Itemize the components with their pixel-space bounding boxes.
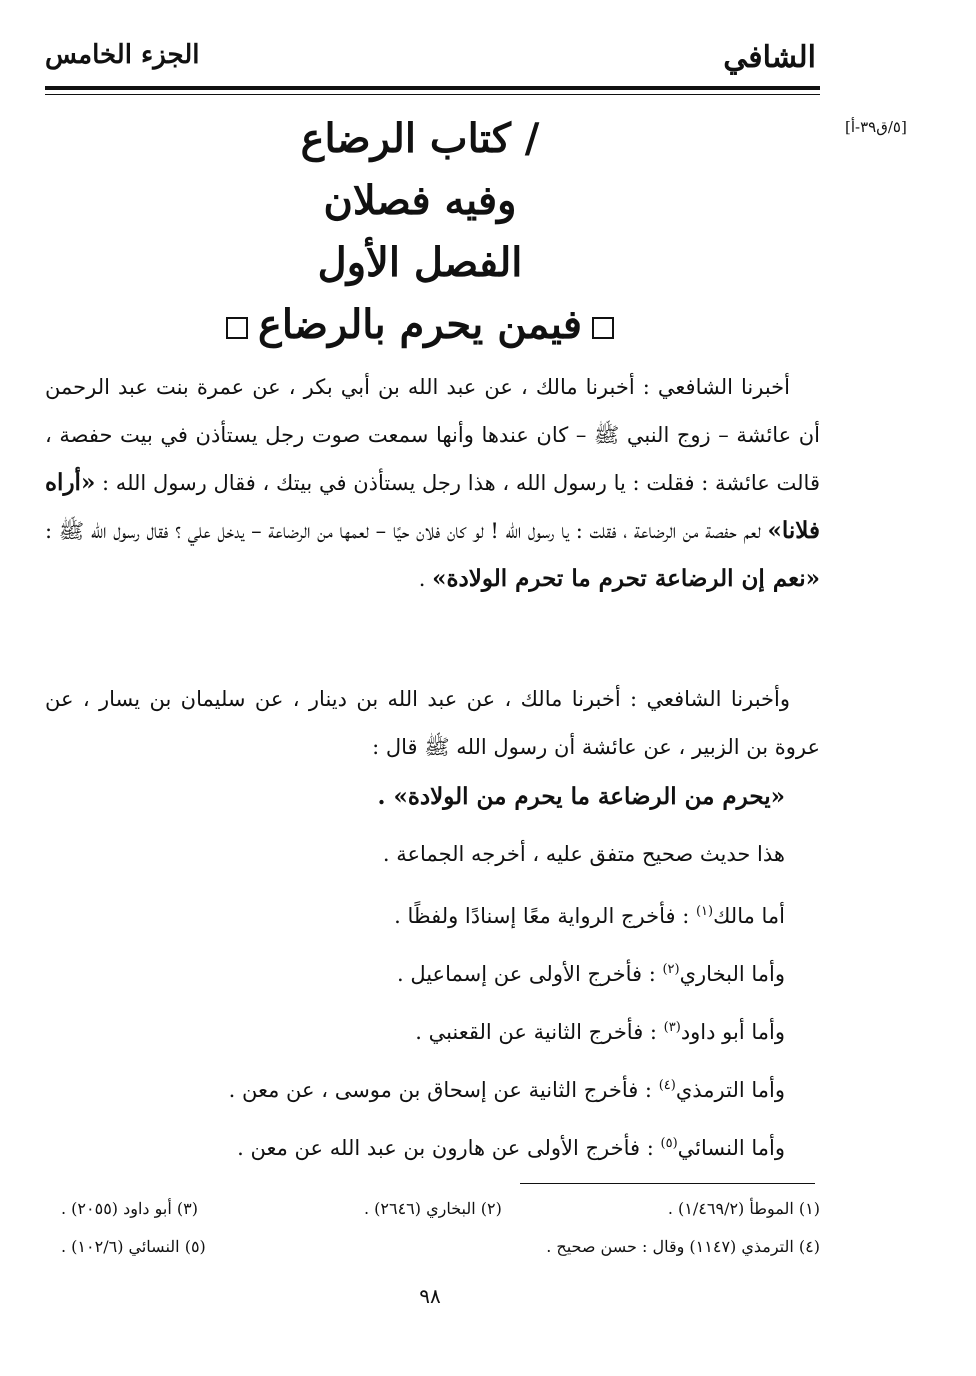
footnote-3: (٣) أبو داود (٢٠٥٥) . bbox=[61, 1199, 198, 1218]
paragraph1-text-b: لعم حفصة من الرضاعة ، فقلت : يا رسول الله ! لو كان فلان حيًا – لعمها من الرضاعة – يدخل علي ؟ فقال رسول الله ﷺ : bbox=[45, 519, 768, 543]
header-book-title: الشافي bbox=[723, 40, 816, 75]
footnote-ref[interactable]: (١) bbox=[695, 904, 714, 919]
footnote-ref[interactable]: (٥) bbox=[660, 1136, 678, 1151]
chapter-title: / كتاب الرضاع bbox=[300, 115, 540, 162]
margin-manuscript-reference: [٥/ق٣٩-أ] bbox=[845, 118, 907, 136]
footnote-5: (٥) النسائي (١٠٢/٦) . bbox=[61, 1237, 206, 1256]
paragraph1-end: . bbox=[418, 567, 433, 591]
footnote-ref[interactable]: (٤) bbox=[658, 1078, 676, 1093]
paragraph2-text: وأخبرنا الشافعي : أخبرنا مالك ، عن عبد الله بن دينار ، عن سليمان بن يسار ، عن عروة بن الزبير ، عن عائشة أن رسول الله ﷺ قال : bbox=[45, 687, 820, 759]
section-heading bbox=[160, 294, 680, 356]
footnote-1: (١) الموطأ (١/٤٦٩/٢) . bbox=[667, 1199, 820, 1218]
heading-box-left bbox=[226, 317, 248, 339]
hadith-quote-end: . bbox=[377, 783, 394, 810]
hadith-quote-text: «يحرم من الرضاعة ما يحرم من الولادة» bbox=[393, 783, 785, 810]
list-item: وأما أبو داود$^{(٣)}$ : فأخرج الثانية عن القعنبي . bbox=[415, 1020, 785, 1044]
list-item: هذا حديث صحيح متفق عليه ، أخرجه الجماعة . bbox=[382, 842, 785, 866]
paragraph1-quote-a: «أراه فلانا» bbox=[45, 469, 820, 544]
paragraph-first-hadith bbox=[45, 363, 820, 603]
footnote-row bbox=[45, 1190, 820, 1228]
chapter-titles bbox=[160, 108, 680, 356]
list-item: أما مالك$^{(١)}$ : فأخرج الرواية معًا إسنادًا ولفظًا . bbox=[394, 904, 785, 928]
hadith-quote bbox=[45, 770, 785, 824]
footnote-ref[interactable]: (٢) bbox=[662, 962, 680, 977]
footnotes bbox=[45, 1190, 820, 1266]
paragraph1-text-a: أخبرنا الشافعي : أخبرنا مالك ، عن عبد الله بن أبي بكر ، عن عمرة بنت عبد الرحمن أن عائشة – زوج النبي ﷺ – كان عندها وأنها سمعت صوت رجل يستأذن في بيت حفصة ، قالت عائشة : فقلت : يا رسول الله ، هذا رجل يستأذن في بيتك ، فقال رسول الله : bbox=[45, 375, 820, 495]
paragraph-second-hadith bbox=[45, 675, 820, 771]
heading-box-right bbox=[592, 317, 614, 339]
section-heading-text: فيمن يحرم بالرضاع bbox=[257, 301, 582, 348]
takhrij-list bbox=[45, 825, 785, 1173]
footnote-4: (٤) الترمذي (١١٤٧) وقال : حسن صحيح . bbox=[546, 1237, 820, 1256]
header-rule-thick bbox=[45, 86, 820, 90]
footnote-2: (٢) البخاري (٢٦٤٦) . bbox=[363, 1199, 502, 1218]
footnote-ref[interactable]: (٣) bbox=[663, 1020, 681, 1035]
footnote-row bbox=[45, 1228, 820, 1266]
section-title: الفصل الأول bbox=[317, 239, 523, 286]
footnote-divider bbox=[520, 1183, 815, 1184]
page-number: ٩٨ bbox=[419, 1284, 441, 1308]
list-item: وأما البخاري$^{(٢)}$ : فأخرج الأولى عن إسماعيل . bbox=[396, 962, 785, 986]
list-item: وأما النسائي$^{(٥)}$ : فأخرج الأولى عن هارون بن عبد الله عن معن . bbox=[237, 1136, 785, 1160]
header-volume-title: الجزء الخامس bbox=[45, 40, 200, 70]
chapter-subtitle: وفيه فصلان bbox=[323, 177, 517, 224]
list-item: وأما الترمذي$^{(٤)}$ : فأخرج الثانية عن إسحاق بن موسى ، عن معن . bbox=[228, 1078, 785, 1102]
header-rule-thin bbox=[45, 94, 820, 95]
paragraph1-quote-b: «نعم إن الرضاعة تحرم ما تحرم الولادة» bbox=[432, 565, 820, 592]
